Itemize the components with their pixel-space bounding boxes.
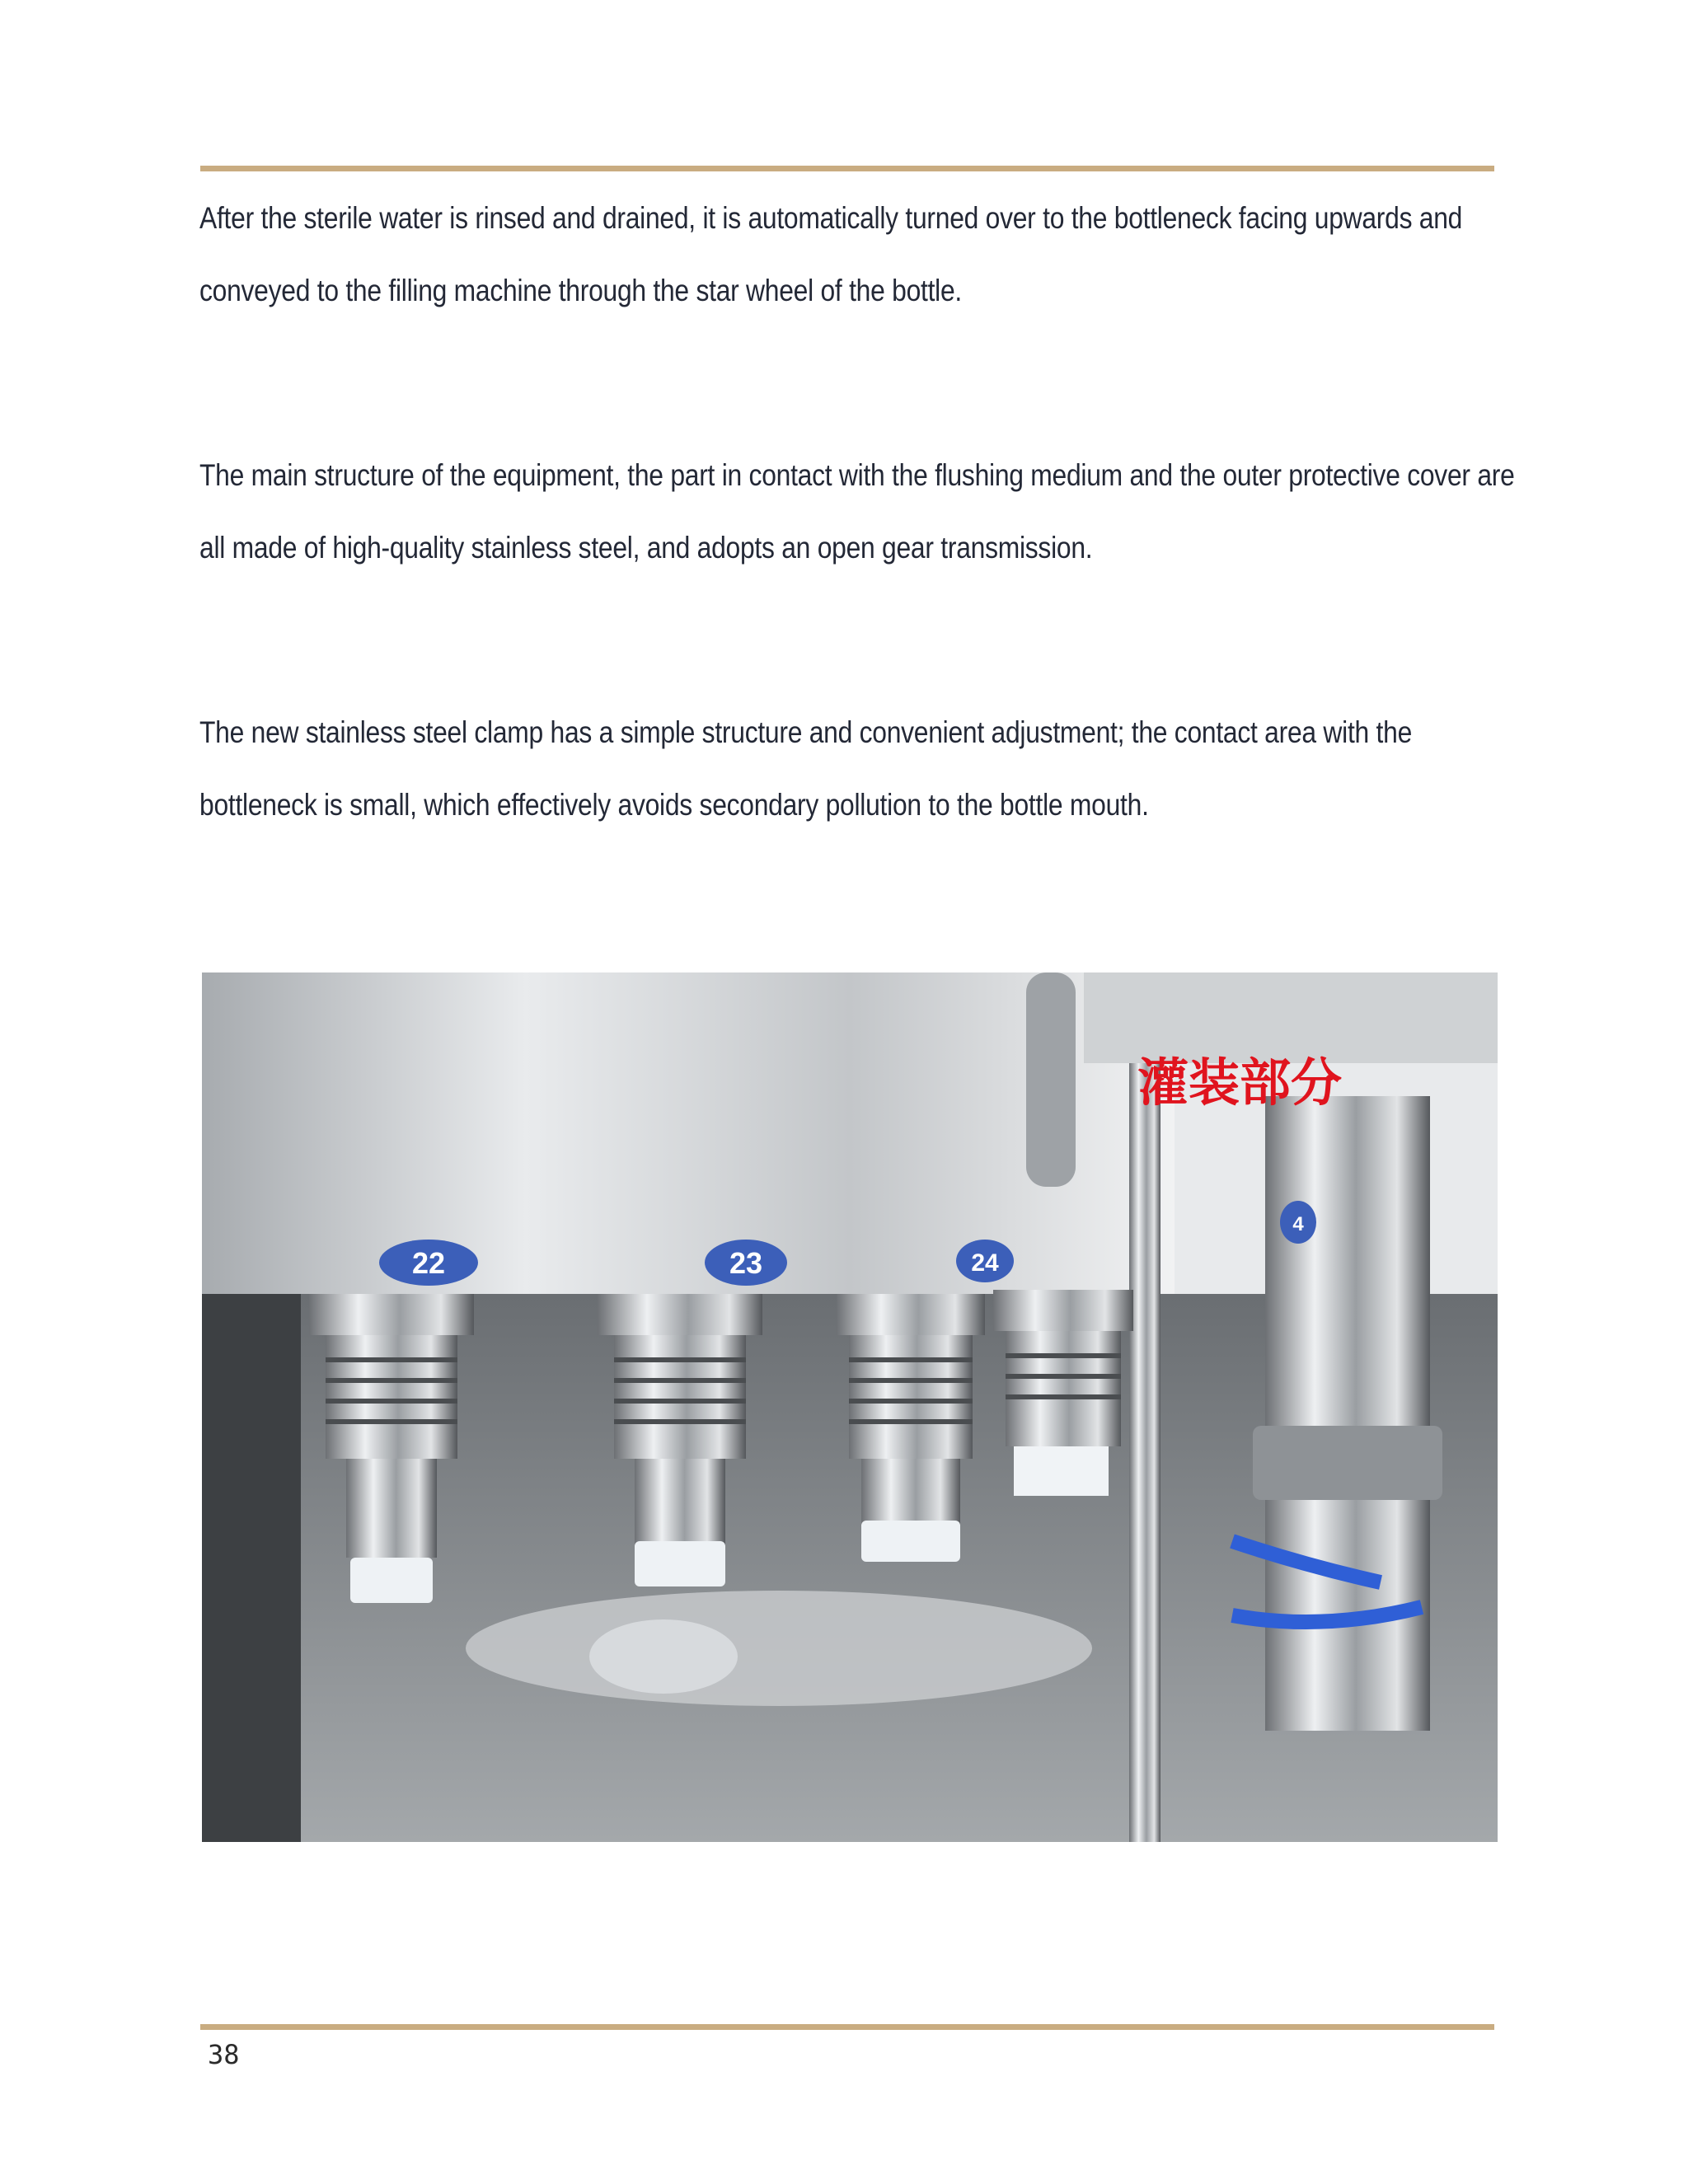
page-number: 38 xyxy=(208,2039,240,2070)
paragraph-3: The new stainless steel clamp has a simple structure and convenient adjustment; the contact area with the bottleneck is small, which effectively avoids secondary pollution to the bottle mouth. xyxy=(199,715,1413,822)
valve-number-23: 23 xyxy=(729,1246,763,1280)
valve-number-22: 22 xyxy=(411,1246,446,1280)
bottom-rule xyxy=(200,2024,1494,2030)
paragraph-2: The main structure of the equipment, the part in contact with the flushing medium and the outer protective cover are all made of high-quality stainless steel, and adopts an open gear transmission. xyxy=(199,458,1515,565)
filling-section-label: 灌装部分 xyxy=(1137,1052,1343,1113)
filling-machine-photo xyxy=(202,972,1498,1842)
photo-illustration xyxy=(202,972,1498,1842)
top-rule xyxy=(200,166,1494,171)
valve-number-4: 4 xyxy=(1292,1213,1304,1235)
valve-number-24: 24 xyxy=(971,1249,999,1277)
paragraph-1: After the sterile water is rinsed and drained, it is automatically turned over to the bottleneck facing upwards and conveyed to the filling machine through the star wheel of the bottle. xyxy=(199,201,1463,307)
